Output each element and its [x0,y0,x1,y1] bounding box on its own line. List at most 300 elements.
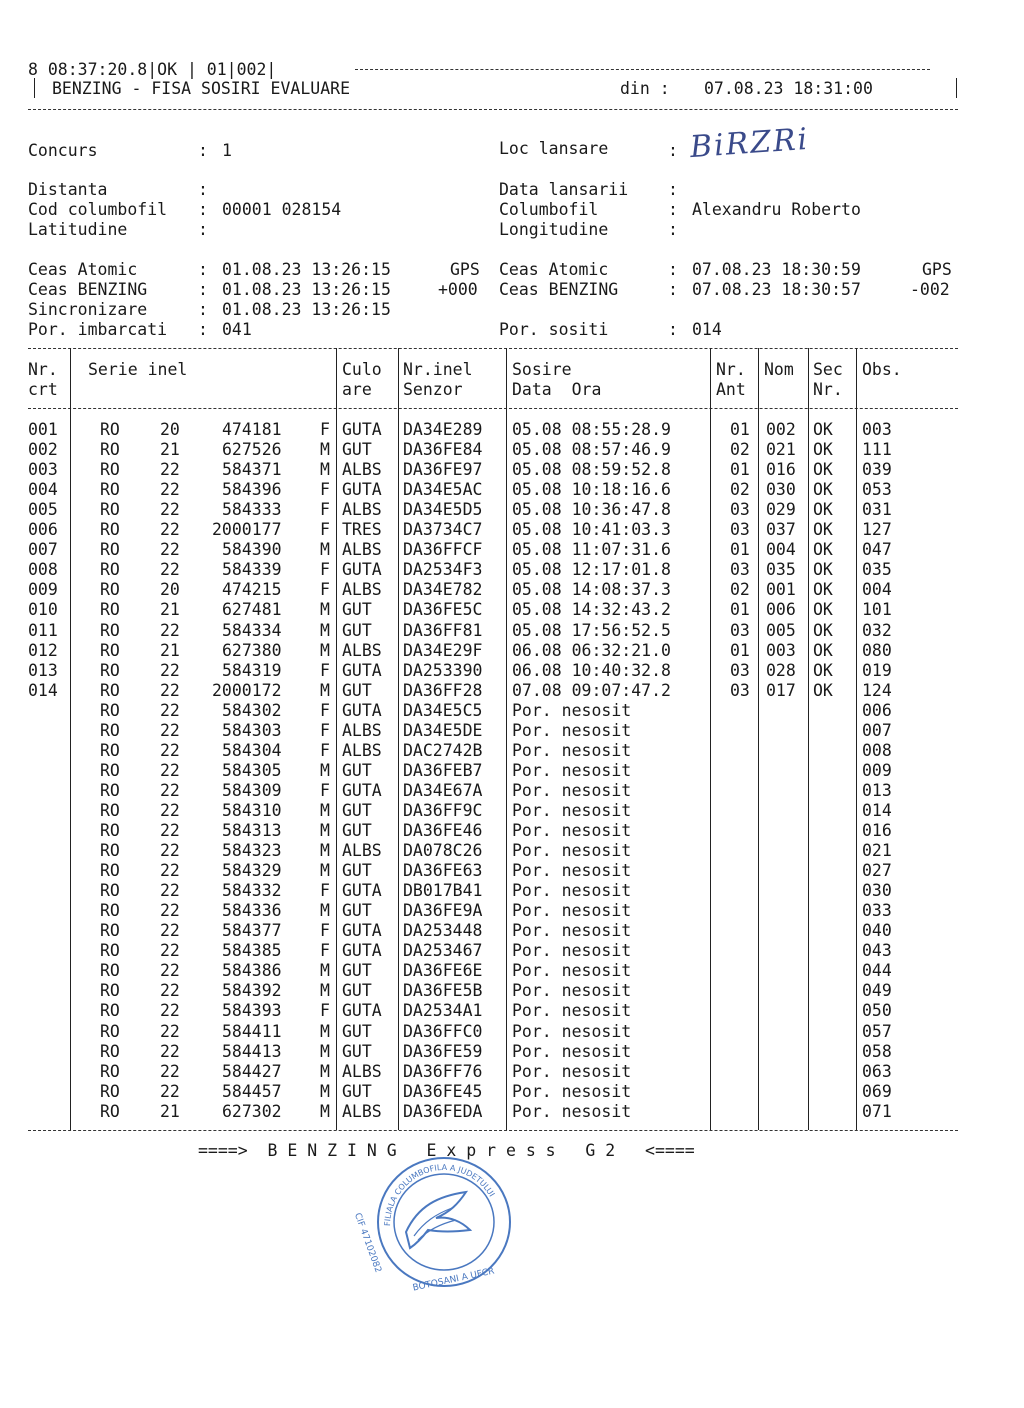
cell-sex: F [320,560,330,580]
cell-nr: 001 [28,420,58,439]
cod-columbofil-value: 00001 028154 [222,200,342,219]
cell-senzor: DA36FF28 [403,680,483,700]
cell-nr: 007 [28,540,58,560]
cell-cul: TRES [342,520,382,540]
cell-tara: RO [100,1101,120,1121]
col-divider [856,348,857,1130]
cell-an: 22 [160,740,180,760]
cell-tara: RO [100,901,120,921]
cell-cul: GUT [342,1021,372,1041]
cell-senzor: DA36FF81 [403,620,483,640]
cell-an: 22 [160,460,180,480]
colon: : [198,200,208,219]
cell-cul: GUT [342,1041,372,1061]
cell-obs: 032 [862,620,892,640]
cell-senzor: DAC2742B [403,740,483,760]
cell-inel: 2000172 [212,680,282,700]
data-lansarii-label: Data lansarii [499,180,629,199]
cell-sex: F [320,420,330,439]
header-bottom-rule [28,109,958,110]
cell-cul: ALBS [342,740,382,760]
cell-an: 22 [160,1021,180,1041]
cell-cul: ALBS [342,580,382,600]
cell-cul: GUTA [342,780,382,800]
cell-senzor: DA253390 [403,660,483,680]
cell-obs: 043 [862,941,892,961]
cell-an: 22 [160,500,180,520]
cell-cul: GUTA [342,560,382,580]
cell-inel: 584329 [222,861,282,881]
cell-sex: M [320,800,330,820]
cell-senzor: DA36FE9A [403,901,483,921]
por-imbarcati-label: Por. imbarcati [28,320,168,339]
cell-tara: RO [100,480,120,500]
header-top-rule [355,69,930,70]
cell-senzor: DA2534F3 [403,560,483,580]
cell-nom: 005 [766,620,796,640]
cell-sex: F [320,660,330,680]
cell-nr: 009 [28,580,58,600]
cell-obs: 003 [862,420,892,439]
clock-right-1-label: Ceas BENZING [499,280,619,299]
cell-tara: RO [100,961,120,981]
clock-right-1-value: 07.08.23 18:30:57 [692,280,861,299]
cell-tara: RO [100,440,120,460]
longitudine-label: Longitudine [499,220,609,239]
cell-senzor: DA36FE6E [403,961,483,981]
cell-senzor: DA36FEDA [403,1101,483,1121]
header-nr-inel: Nr.inel [403,360,473,379]
cell-cul: GUTA [342,1001,382,1021]
cell-sosire: Por. nesosit [512,800,632,820]
cell-tara: RO [100,420,120,439]
cell-sex: M [320,821,330,840]
cell-sec: OK [813,540,833,560]
cell-inel: 584457 [222,1081,282,1101]
cell-ant: 01 [730,540,750,560]
cell-an: 20 [160,580,180,600]
colon: : [198,260,208,279]
cell-sosire: Por. nesosit [512,901,632,921]
cell-cul: GUT [342,800,372,820]
cell-an: 22 [160,1081,180,1101]
cell-sosire: 05.08 10:18:16.6 [512,480,671,500]
cell-an: 22 [160,1001,180,1021]
cell-senzor: DA2534A1 [403,1001,483,1021]
cell-senzor: DA36FE5B [403,981,483,1001]
cell-inel: 584333 [222,500,282,520]
cell-inel: 584339 [222,560,282,580]
cell-sex: M [320,861,330,881]
cell-sosire: Por. nesosit [512,841,632,861]
clock-left-2-value: 01.08.23 13:26:15 [222,300,391,319]
cell-cul: GUT [342,901,372,921]
cell-cul: GUTA [342,921,382,941]
stamp-text-top: FILIALA COLUMBOFILA A JUDETULUI [382,1162,497,1227]
cell-sex: M [320,540,330,560]
cell-senzor: DA36FE63 [403,861,483,881]
cell-sec: OK [813,640,833,660]
por-sositi-label: Por. sositi [499,320,609,339]
cell-ant: 02 [730,580,750,600]
cell-senzor: DA36FE84 [403,440,483,460]
cell-nr: 010 [28,600,58,620]
cell-cul: GUTA [342,480,382,500]
cell-inel: 584336 [222,901,282,921]
cell-obs: 008 [862,740,892,760]
cell-sosire: Por. nesosit [512,780,632,800]
cell-obs: 027 [862,861,892,881]
cell-sosire: Por. nesosit [512,1101,632,1121]
cell-tara: RO [100,460,120,480]
cell-tara: RO [100,981,120,1001]
cell-cul: GUT [342,440,372,460]
cell-cul: GUTA [342,660,382,680]
cell-sosire: Por. nesosit [512,881,632,901]
cell-obs: 069 [862,1081,892,1101]
cell-sex: F [320,780,330,800]
cell-obs: 004 [862,580,892,600]
cell-sex: F [320,941,330,961]
benzing-footer: ====> B E N Z I N G E x p r e s s G 2 <==== [198,1141,695,1160]
cell-cul: GUTA [342,881,382,901]
cell-obs: 021 [862,841,892,861]
cell-obs: 030 [862,881,892,901]
stamp-cif: CIF 47102082 [351,1211,383,1275]
cell-senzor: DA36FFCF [403,540,483,560]
cell-sec: OK [813,460,833,480]
cell-nr: 012 [28,640,58,660]
cell-sosire: 05.08 10:36:47.8 [512,500,671,520]
cell-an: 22 [160,520,180,540]
cell-inel: 584413 [222,1041,282,1061]
cell-sex: F [320,921,330,941]
cell-sosire: Por. nesosit [512,740,632,760]
cell-tara: RO [100,800,120,820]
cell-cul: GUTA [342,941,382,961]
cell-sex: F [320,480,330,500]
colon: : [198,220,208,239]
cell-senzor: DA34E5D5 [403,500,483,520]
cell-senzor: DA36FE97 [403,460,483,480]
concurs-value: 1 [222,141,232,160]
cell-sex: M [320,440,330,460]
cell-sosire: 05.08 08:59:52.8 [512,460,671,480]
cell-sec: OK [813,420,833,439]
cell-obs: 016 [862,821,892,840]
cell-inel: 627302 [222,1101,282,1121]
cell-obs: 063 [862,1061,892,1081]
cell-ant: 02 [730,480,750,500]
cell-an: 22 [160,961,180,981]
loc-lansare-label: Loc lansare [499,139,609,158]
report-title: BENZING - FISA SOSIRI EVALUARE [52,79,351,98]
cell-cul: GUT [342,760,372,780]
cell-an: 22 [160,901,180,921]
cell-nom: 035 [766,560,796,580]
cell-sosire: 05.08 08:57:46.9 [512,440,671,460]
cell-senzor: DA36FF76 [403,1061,483,1081]
cell-obs: 047 [862,540,892,560]
club-stamp [366,1152,522,1290]
cell-nr: 011 [28,620,58,640]
cell-tara: RO [100,1081,120,1101]
cell-obs: 058 [862,1041,892,1061]
table-top-rule [28,348,958,349]
cell-sex: M [320,460,330,480]
cell-senzor: DA34E289 [403,420,483,439]
cell-sec: OK [813,500,833,520]
cell-sosire: Por. nesosit [512,861,632,881]
cell-an: 22 [160,680,180,700]
cell-sex: M [320,841,330,861]
cell-ant: 03 [730,560,750,580]
cell-obs: 035 [862,560,892,580]
cell-an: 21 [160,640,180,660]
cell-an: 22 [160,660,180,680]
cell-an: 21 [160,1101,180,1121]
cell-an: 22 [160,760,180,780]
cell-senzor: DA078C26 [403,841,483,861]
header-right-bar [956,78,957,98]
cell-tara: RO [100,921,120,941]
clock-left-1-value: 01.08.23 13:26:15 [222,280,391,299]
loc-lansare-handwritten: BiRZRi [688,121,811,166]
header-culoare-2: are [342,380,372,399]
header-sec: Sec [813,360,843,379]
cell-an: 22 [160,861,180,881]
cell-sex: F [320,740,330,760]
por-imbarcati-value: 041 [222,320,252,339]
cell-inel: 584371 [222,460,282,480]
cell-tara: RO [100,700,120,720]
colon: : [668,220,678,239]
latitudine-label: Latitudine [28,220,128,239]
cell-an: 22 [160,800,180,820]
cell-obs: 071 [862,1101,892,1121]
cell-sosire: 06.08 10:40:32.8 [512,660,671,680]
cell-senzor: DA34E5C5 [403,700,483,720]
distanta-label: Distanta [28,180,108,199]
cell-senzor: DA36FE46 [403,821,483,840]
cell-cul: ALBS [342,1061,382,1081]
clock-right-1-suffix: -002 [910,280,950,299]
cell-inel: 584427 [222,1061,282,1081]
cell-an: 22 [160,981,180,1001]
cell-obs: 031 [862,500,892,520]
cell-obs: 019 [862,660,892,680]
cell-tara: RO [100,580,120,600]
header-sec-nr: Nr. [813,380,843,399]
columbofil-label: Columbofil [499,200,599,219]
cell-cul: GUT [342,620,372,640]
cell-cul: ALBS [342,841,382,861]
header-culoare-1: Culo [342,360,382,379]
cell-an: 22 [160,720,180,740]
cell-inel: 584390 [222,540,282,560]
cell-sosire: Por. nesosit [512,1041,632,1061]
col-divider [70,348,71,1130]
cell-nom: 003 [766,640,796,660]
cell-ant: 03 [730,660,750,680]
colon: : [198,180,208,199]
cell-nr: 013 [28,660,58,680]
cell-cul: ALBS [342,500,382,520]
cell-sosire: 05.08 10:41:03.3 [512,520,671,540]
cell-senzor: DA34E782 [403,580,483,600]
cell-sec: OK [813,660,833,680]
colon: : [198,280,208,299]
cell-obs: 057 [862,1021,892,1041]
cell-sosire: Por. nesosit [512,1061,632,1081]
cell-obs: 050 [862,1001,892,1021]
cell-sex: M [320,760,330,780]
cell-obs: 101 [862,600,892,620]
cell-nom: 002 [766,420,796,439]
col-divider [710,348,711,1130]
clock-left-1-suffix: +000 [438,280,478,299]
cell-nr: 004 [28,480,58,500]
cell-inel: 584385 [222,941,282,961]
cell-sec: OK [813,480,833,500]
clock-right-0-label: Ceas Atomic [499,260,609,279]
table-header-rule [28,408,958,409]
cell-senzor: DA253448 [403,921,483,941]
top-status-line: 8 08:37:20.8|OK | 01|002| [28,60,277,79]
cell-senzor: DA3734C7 [403,520,483,540]
cell-sex: M [320,961,330,981]
din-value: 07.08.23 18:31:00 [704,79,873,98]
cell-sex: F [320,1001,330,1021]
cell-sex: M [320,600,330,620]
cell-nom: 037 [766,520,796,540]
colon: : [668,260,678,279]
cell-inel: 584392 [222,981,282,1001]
cell-sex: M [320,620,330,640]
col-divider [398,348,399,1130]
col-divider [506,348,507,1130]
cell-tara: RO [100,821,120,840]
cell-obs: 127 [862,520,892,540]
concurs-label: Concurs [28,141,98,160]
header-nr: Nr. [28,360,58,379]
cell-sex: F [320,720,330,740]
cell-obs: 040 [862,921,892,941]
cell-sex: M [320,1061,330,1081]
cell-tara: RO [100,1001,120,1021]
header-serie-inel: Serie inel [88,360,188,379]
cell-obs: 049 [862,981,892,1001]
cell-inel: 584305 [222,760,282,780]
cell-senzor: DA36FFC0 [403,1021,483,1041]
cell-nr: 003 [28,460,58,480]
cell-nr: 002 [28,440,58,460]
cell-sex: F [320,700,330,720]
clock-left-2-label: Sincronizare [28,300,148,319]
cell-tara: RO [100,640,120,660]
cell-obs: 039 [862,460,892,480]
cell-nom: 028 [766,660,796,680]
cell-sec: OK [813,580,833,600]
cell-senzor: DA34E29F [403,640,483,660]
cell-sosire: Por. nesosit [512,921,632,941]
cell-sosire: 05.08 11:07:31.6 [512,540,671,560]
cell-ant: 03 [730,500,750,520]
colon: : [198,320,208,339]
cell-an: 21 [160,440,180,460]
cell-sex: M [320,981,330,1001]
cell-sosire: Por. nesosit [512,821,632,840]
cell-sex: M [320,1041,330,1061]
header-nom: Nom [764,360,794,379]
columbofil-value: Alexandru Roberto [692,200,861,219]
cell-inel: 474181 [222,420,282,439]
cell-tara: RO [100,760,120,780]
cell-an: 22 [160,560,180,580]
cell-inel: 627380 [222,640,282,660]
cell-ant: 01 [730,640,750,660]
cell-an: 22 [160,941,180,961]
cell-an: 22 [160,1061,180,1081]
cell-sec: OK [813,560,833,580]
cell-inel: 584386 [222,961,282,981]
cell-ant: 01 [730,420,750,439]
cell-sosire: 06.08 06:32:21.0 [512,640,671,660]
clock-left-0-suffix: GPS [450,260,480,279]
col-divider [336,348,337,1130]
cell-nom: 016 [766,460,796,480]
cell-tara: RO [100,620,120,640]
cell-nom: 030 [766,480,796,500]
cell-sosire: Por. nesosit [512,981,632,1001]
cell-sex: F [320,580,330,600]
cell-an: 22 [160,1041,180,1061]
cell-sosire: Por. nesosit [512,1001,632,1021]
por-sositi-value: 014 [692,320,722,339]
colon: : [668,200,678,219]
cell-nr: 006 [28,520,58,540]
table-bottom-rule [28,1130,958,1131]
cell-inel: 2000177 [212,520,282,540]
cell-inel: 584319 [222,660,282,680]
cell-sex: M [320,1021,330,1041]
cell-inel: 584377 [222,921,282,941]
dove-icon [406,1192,470,1248]
cell-sec: OK [813,600,833,620]
cell-cul: ALBS [342,640,382,660]
cell-sosire: Por. nesosit [512,700,632,720]
cell-sec: OK [813,440,833,460]
cod-columbofil-label: Cod columbofil [28,200,168,219]
clock-left-0-label: Ceas Atomic [28,260,138,279]
cell-obs: 124 [862,680,892,700]
colon: : [668,141,678,160]
cell-senzor: DA253467 [403,941,483,961]
col-divider [808,348,809,1130]
cell-sosire: Por. nesosit [512,760,632,780]
cell-obs: 111 [862,440,892,460]
cell-sex: M [320,680,330,700]
header-nr-ant: Nr. [716,360,746,379]
cell-nom: 029 [766,500,796,520]
cell-sex: F [320,520,330,540]
cell-obs: 053 [862,480,892,500]
cell-obs: 009 [862,760,892,780]
cell-inel: 474215 [222,580,282,600]
cell-tara: RO [100,600,120,620]
cell-cul: ALBS [342,720,382,740]
cell-inel: 584309 [222,780,282,800]
